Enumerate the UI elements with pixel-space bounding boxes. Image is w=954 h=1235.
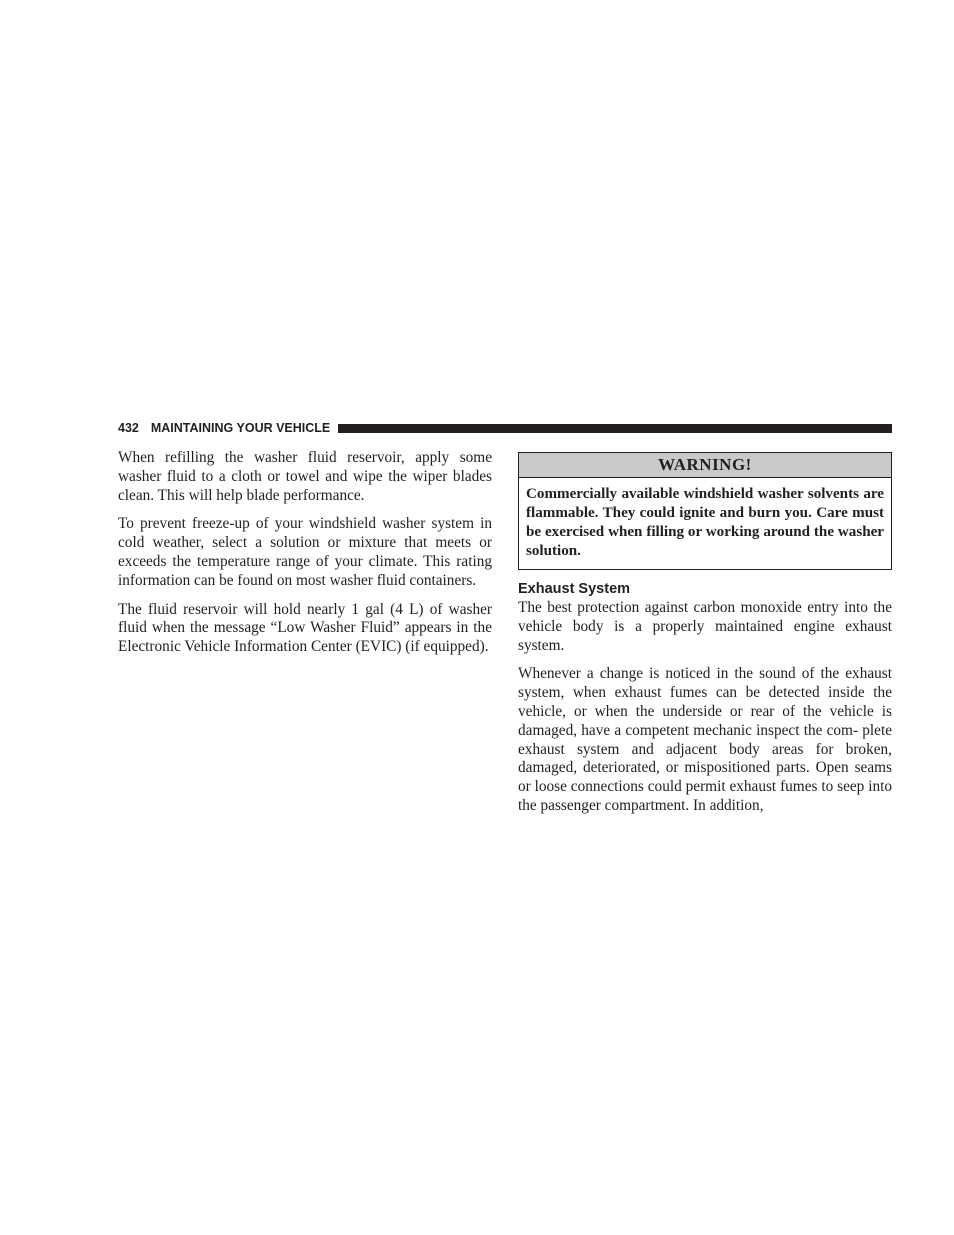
warning-box — [518, 452, 892, 570]
warning-title: WARNING! — [519, 453, 891, 478]
paragraph-exhaust-inspection: Whenever a change is noticed in the sound of the exhaust system, when exhaust fumes can be detected inside the vehicle, or when the underside or rear of the vehicle is damaged, have a competent mechanic inspect the com- plete exhaust system and adjacent body areas for broken, damaged, deteriorated, or mispositioned parts. Open seams or loose connections could permit exhaust fumes to seep into the passenger compartment. In addition, — [518, 665, 892, 814]
header-rule — [338, 424, 892, 433]
exhaust-system-heading: Exhaust System — [518, 581, 631, 597]
paragraph-freeze-up: To prevent freeze-up of your windshield washer system in cold weather, select a solution or mixture that meets or exceeds the temperature range of your climate. This rating information can be found on most washer fluid containers. — [118, 515, 492, 589]
page-number: 432 — [118, 421, 139, 435]
paragraph-refilling: When refilling the washer fluid reservoir, apply some washer fluid to a cloth or towel and wipe the wiper blades clean. This will help blade performance. — [118, 449, 492, 504]
section-title: MAINTAINING YOUR VEHICLE — [150, 421, 331, 435]
page-header — [118, 420, 892, 436]
left-column — [118, 449, 492, 667]
warning-text: Commercially available windshield washer solvents are flammable. They could ignite and burn you. Care must be exercised when filling or working around the washer solution. — [526, 486, 884, 559]
paragraph-reservoir-capacity: The fluid reservoir will hold nearly 1 gal (4 L) of washer fluid when the message “Low Washer Fluid” appears in the Electronic Vehicle Information Center (EVIC) (if equipped). — [118, 600, 492, 656]
paragraph-exhaust-protection: The best protection against carbon monoxide entry into the vehicle body is a properly maintained engine exhaust system. — [518, 599, 892, 654]
right-column — [518, 452, 892, 826]
